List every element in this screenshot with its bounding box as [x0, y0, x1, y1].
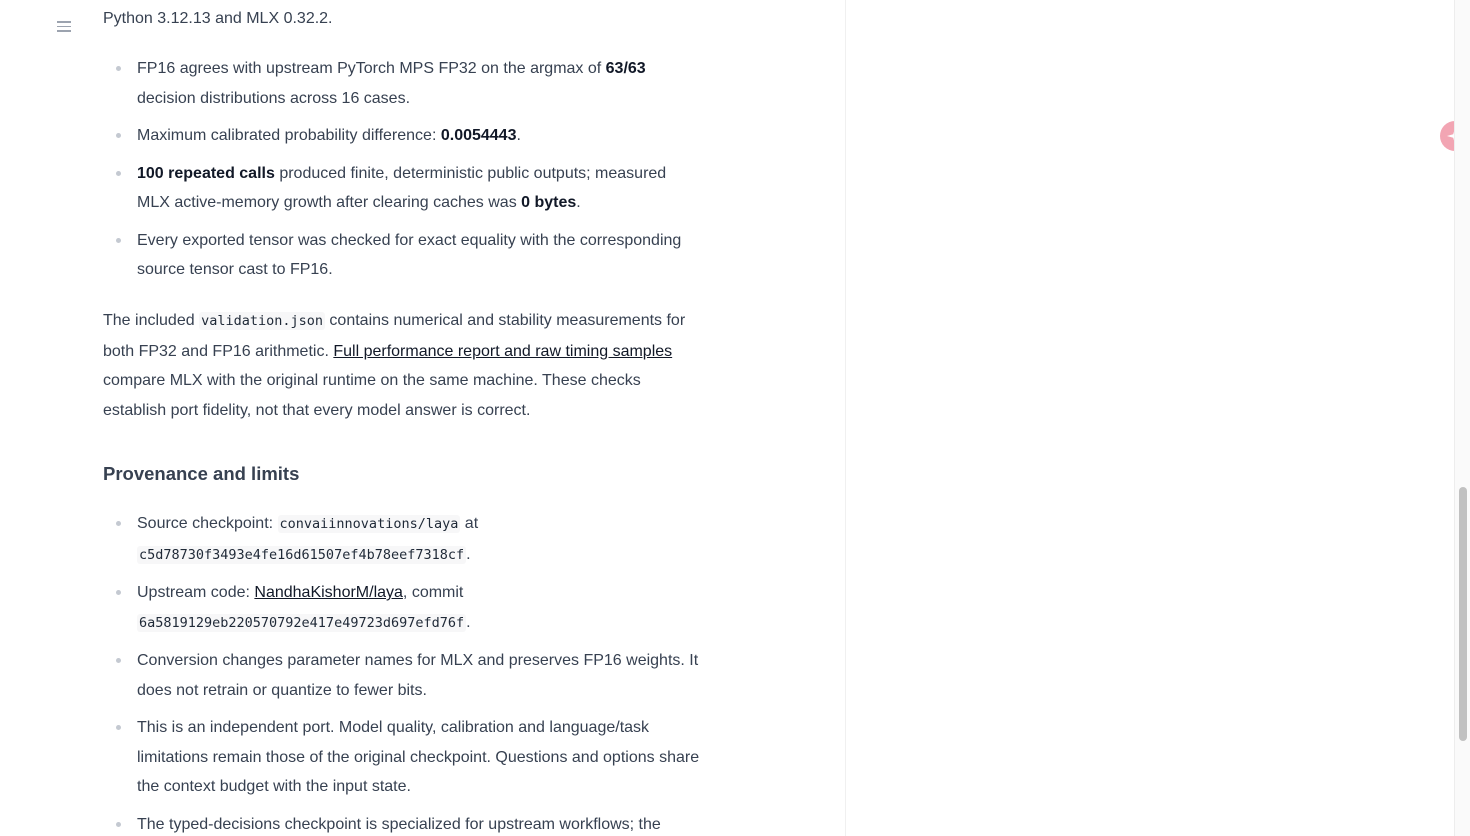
list-item-text: Every exported tensor was checked for exact equality with the corresponding source tensor cast to FP16. — [137, 231, 682, 278]
inline-code: c5d78730f3493e4fe16d61507ef4b78eef7318cf — [139, 546, 465, 563]
list-item — [103, 646, 703, 705]
inline-code: validation.json — [201, 313, 323, 329]
list-item-text: produced finite, deterministic public outputs; measured MLX active-memory growth after clearing caches was — [137, 164, 667, 211]
upstream-code-link[interactable]: NandhaKishorM/laya — [254, 584, 403, 601]
list-item — [103, 159, 703, 218]
validation-list — [103, 54, 703, 293]
list-item — [103, 226, 703, 285]
list-item — [103, 54, 703, 113]
list-item-text: . — [516, 127, 521, 144]
list-item-text: This is an independent port. Model quality, calibration and language/task limitations remain those of the original checkpoint. Questions and options share the context budget with the input state. — [137, 719, 700, 795]
list-item — [103, 578, 703, 638]
summary-text: compare MLX with the original runtime on the same machine. These checks establish port fidelity, not that every model answer is correct. — [103, 372, 641, 419]
list-item-text: . — [576, 194, 581, 211]
intro-text: Python 3.12.13 and MLX 0.32.2. — [103, 10, 333, 27]
list-item-text: . — [466, 545, 471, 563]
list-item — [103, 121, 703, 151]
list-item-text: Upstream code: — [137, 584, 255, 601]
summary-paragraph — [103, 306, 703, 425]
scrollbar-thumb[interactable] — [1459, 487, 1467, 741]
intro-paragraph — [103, 4, 703, 34]
list-item-text: Maximum calibrated probability difference: — [137, 127, 441, 144]
strong-value: 0.0054443 — [440, 127, 517, 144]
summary-text: contains numerical and stability measurements for both FP32 and FP16 arithmetic. — [103, 312, 686, 360]
list-item — [103, 509, 703, 570]
list-item-text: Source checkpoint: — [137, 515, 278, 532]
list-item-text: FP16 agrees with upstream PyTorch MPS FP32 on the argmax of — [137, 60, 606, 77]
list-item-text: . — [466, 613, 471, 631]
provenance-heading: Provenance and limits — [103, 463, 300, 484]
strong-value: 0 bytes — [521, 194, 577, 211]
list-item-text: The typed-decisions checkpoint is specialized for upstream workflows; the — [137, 815, 661, 833]
strong-value: 100 repeated calls — [137, 164, 275, 182]
list-item-text: , commit — [402, 584, 464, 601]
menu-icon[interactable] — [57, 21, 71, 35]
performance-report-link[interactable]: Full performance report and raw timing samples — [333, 342, 673, 360]
inline-code: convaiinnovations/laya — [279, 516, 459, 532]
inline-code: 6a5819129eb220570792e417e49723d697efd76f — [139, 614, 465, 631]
strong-value: 63/63 — [605, 60, 646, 77]
provenance-list — [103, 509, 703, 836]
summary-text: The included — [103, 312, 200, 329]
list-item-text: at — [460, 515, 479, 532]
column-divider — [845, 0, 846, 836]
list-item-text: Conversion changes parameter names for MLX and preserves FP16 weights. It does not retrain or quantize to fewer bits. — [137, 652, 699, 699]
list-item — [103, 713, 703, 802]
list-item-text: decision distributions across 16 cases. — [137, 89, 411, 107]
scrollbar[interactable] — [1454, 0, 1470, 836]
list-item — [103, 810, 703, 836]
